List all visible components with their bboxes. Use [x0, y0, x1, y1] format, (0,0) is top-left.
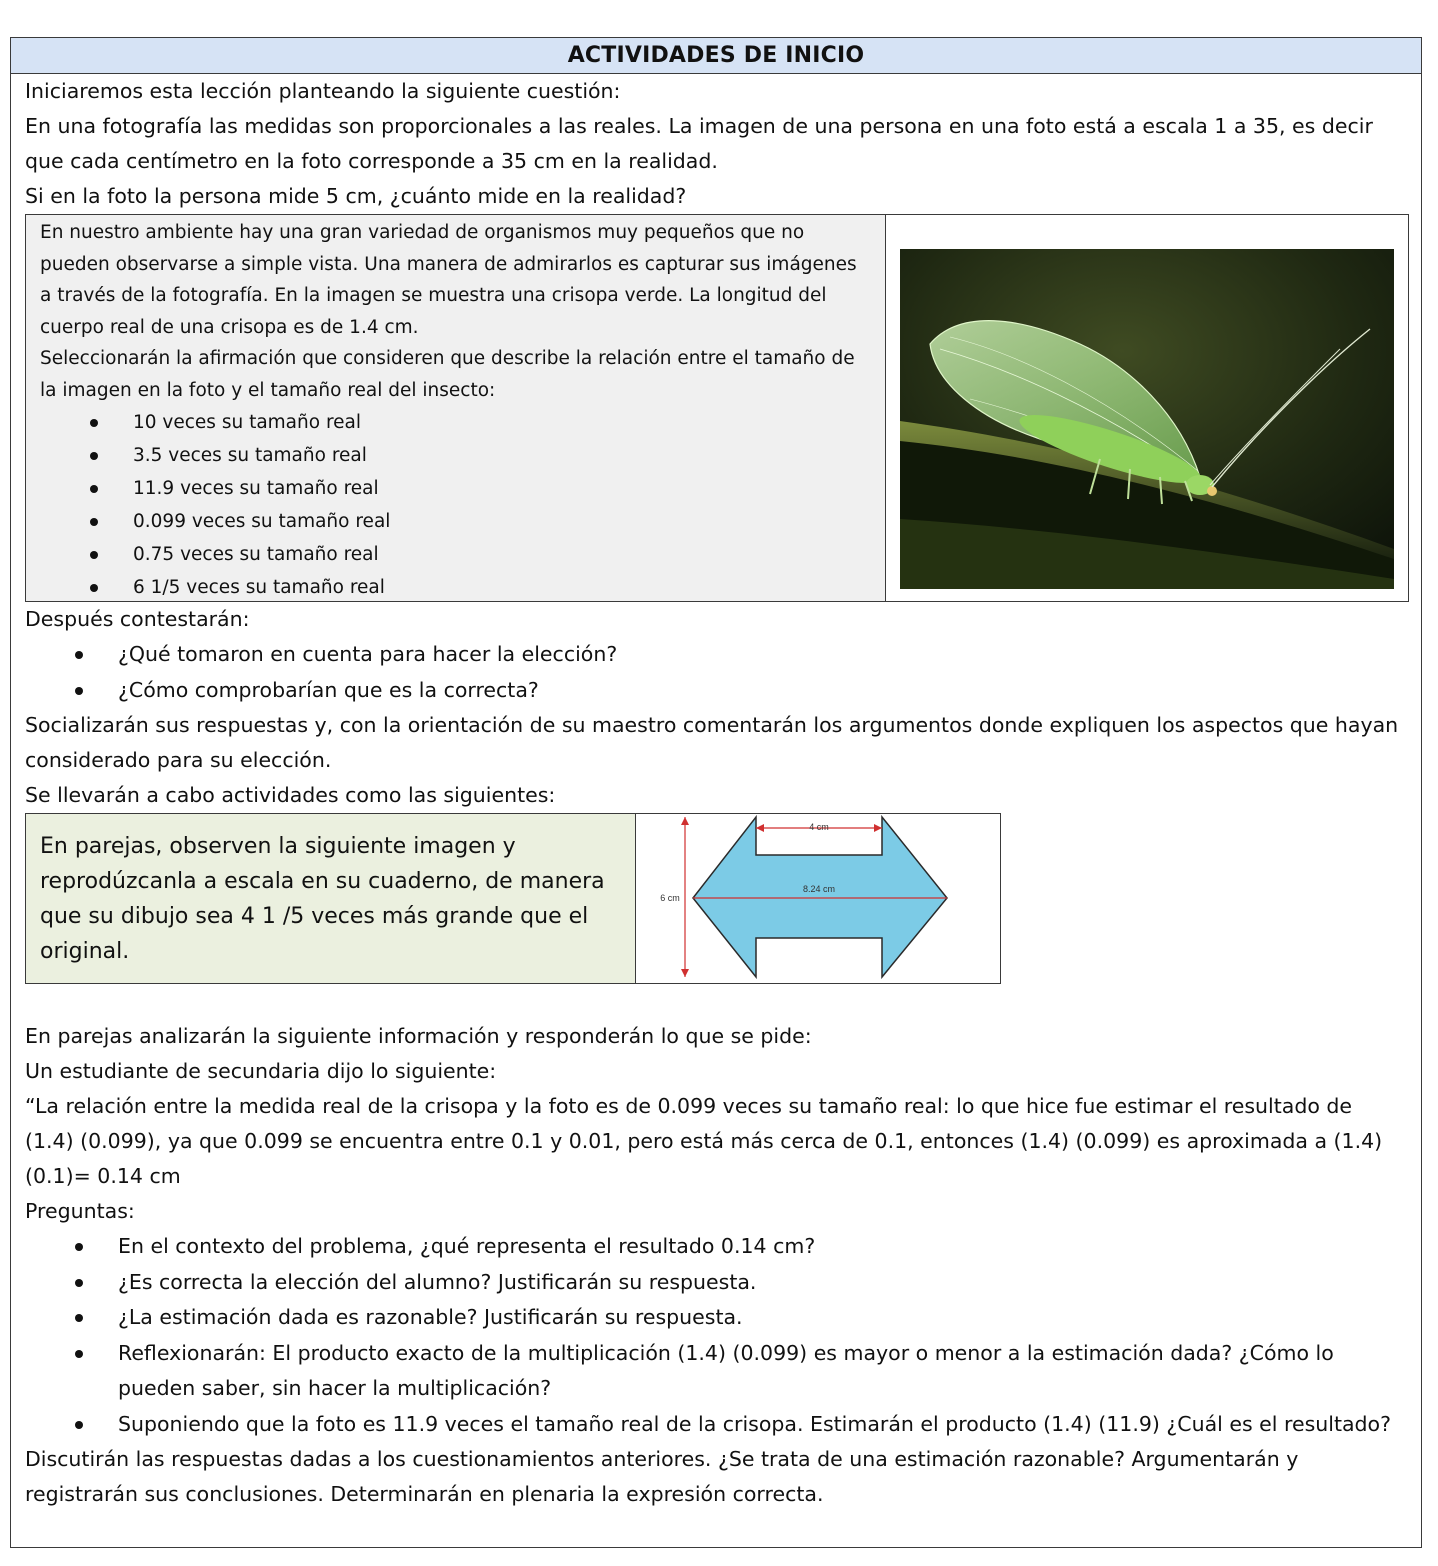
analysis-question: Suponiendo que la foto es 11.9 veces el tamaño real de la crisopa. Estimarán el producto (1.4) (11.9) ¿Cuál es el resultado? — [25, 1407, 1407, 1443]
activity-table — [10, 37, 1422, 1548]
option-item: 0.099 veces su tamaño real — [40, 505, 871, 538]
after-question: ¿Qué tomaron en cuenta para hacer la elección? — [25, 637, 1407, 673]
lacewing-illustration — [900, 249, 1394, 589]
scale-drawing-box — [25, 813, 1001, 984]
analysis-question: En el contexto del problema, ¿qué representa el resultado 0.14 cm? — [25, 1229, 1407, 1265]
crisopa-description: En nuestro ambiente hay una gran variedad de organismos muy pequeños que no pueden observarse a simple vista. Una manera de admirarlos es capturar sus imágenes a través de la fotografía. En la imagen se muestra una crisopa verde. La longitud del cuerpo real de una crisopa es de 1.4 cm. — [40, 222, 857, 338]
analysis-question-list — [25, 1229, 1407, 1442]
analysis-lead: En parejas analizarán la siguiente información y responderán lo que se pide: — [25, 1024, 812, 1048]
crisopa-text-cell — [26, 215, 886, 601]
after-question: ¿Cómo comprobarían que es la correcta? — [25, 673, 1407, 709]
option-item: 6 1/5 veces su tamaño real — [40, 571, 871, 604]
scale-drawing-text: En parejas, observen la siguiente imagen y reprodúzcanla a escala en su cuaderno, de manera que su dibujo sea 4 1 /5 veces más grande que el original. — [26, 814, 636, 983]
double-arrow-figure — [636, 814, 1000, 982]
lacewing-photo — [900, 249, 1394, 589]
height-label: 6 cm — [660, 893, 680, 903]
analysis-question: Reflexionarán: El producto exacto de la multiplicación (1.4) (0.099) es mayor o menor a la estimación dada? ¿Cómo lo pueden saber, sin hacer la multiplicación? — [25, 1336, 1407, 1407]
crisopa-box — [25, 214, 1409, 602]
next-activities-text: Se llevarán a cabo actividades como las siguientes: — [25, 783, 556, 807]
intro-line-2: En una fotografía las medidas son proporcionales a las reales. La imagen de una persona en una foto está a escala 1 a 35, es decir que cada centímetro en la foto corresponde a 35 cm en la realidad. — [25, 114, 1373, 173]
after-question-list — [25, 637, 1407, 708]
section-title: ACTIVIDADES DE INICIO — [11, 38, 1421, 74]
student-quote: “La relación entre la medida real de la crisopa y la foto es de 0.099 veces su tamaño real: lo que hice fue estimar el resultado de (1.4) (0.099), ya que 0.099 se encuentra entre 0.1 y 0.01, pero está más cerca de 0.1, entonces (1.4) (0.099) es aproximada a (1.4) (0.1)= 0.14 cm — [25, 1094, 1383, 1188]
crisopa-instruction: Seleccionarán la afirmación que consideren que describe la relación entre el tamaño de la imagen en la foto y el tamaño real del insecto: — [40, 348, 855, 401]
analysis-question: ¿Es correcta la elección del alumno? Justificarán su respuesta. — [25, 1265, 1407, 1301]
socialize-text: Socializarán sus respuestas y, con la orientación de su maestro comentarán los argumentos donde expliquen los aspectos que hayan considerado para su elección. — [25, 713, 1399, 772]
after-lead: Después contestarán: — [25, 607, 250, 631]
closing-text: Discutirán las respuestas dadas a los cuestionamientos anteriores. ¿Se trata de una estimación razonable? Argumentarán y registrarán sus conclusiones. Determinarán en plenaria la expresión correcta. — [25, 1447, 1299, 1506]
section-content — [11, 74, 1421, 1512]
top-width-label: 4 cm — [809, 822, 829, 832]
intro-line-1: Iniciaremos esta lección planteando la siguiente cuestión: — [25, 79, 621, 103]
option-item: 3.5 veces su tamaño real — [40, 439, 871, 472]
option-item: 10 veces su tamaño real — [40, 406, 871, 439]
option-item: 0.75 veces su tamaño real — [40, 538, 871, 571]
questions-label: Preguntas: — [25, 1199, 135, 1223]
intro-line-3: Si en la foto la persona mide 5 cm, ¿cuánto mide en la realidad? — [25, 184, 687, 208]
option-list — [40, 406, 871, 604]
mid-width-label: 8.24 cm — [802, 884, 836, 894]
student-line: Un estudiante de secundaria dijo lo siguiente: — [25, 1059, 497, 1083]
crisopa-image-cell — [886, 215, 1408, 601]
option-item: 11.9 veces su tamaño real — [40, 472, 871, 505]
analysis-question: ¿La estimación dada es razonable? Justificarán su respuesta. — [25, 1300, 1407, 1336]
arrow-figure-cell — [636, 814, 1000, 983]
